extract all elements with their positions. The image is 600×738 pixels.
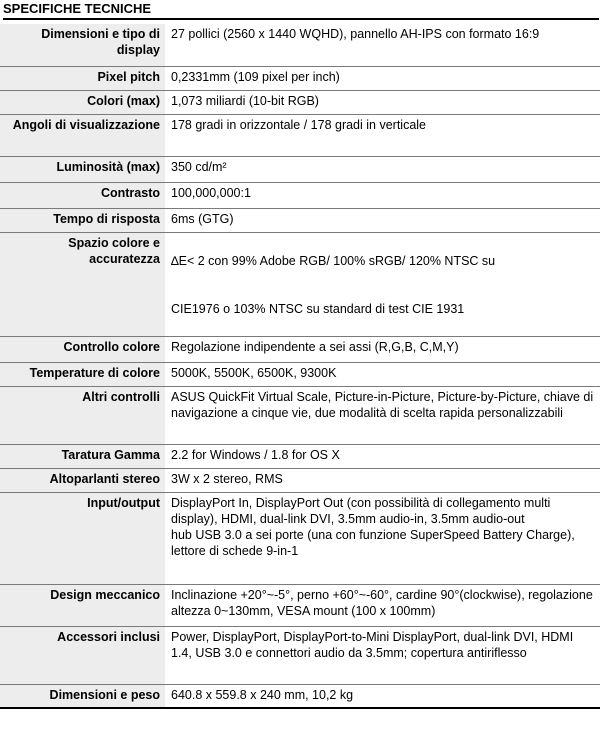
table-row [0,468,600,492]
row-label: Altri controlli [0,386,165,444]
table-row [0,66,600,90]
page-title: SPECIFICHE TECNICHE [3,0,599,20]
row-value: 5000K, 5500K, 6500K, 9300K [165,362,600,386]
row-value: Regolazione indipendente a sei assi (R,G,B, C,M,Y) [165,336,600,362]
io-line-2: hub USB 3.0 a sei porte (una con funzione SuperSpeed Battery Charge), lettore di schede 9-in-1 [171,527,575,558]
row-label: Temperature di colore [0,362,165,386]
row-value: 2.2 for Windows / 1.8 for OS X [165,444,600,468]
row-label: Angoli di visualizzazione [0,114,165,156]
table-row [0,182,600,208]
row-label: Spazio colore e accuratezza [0,232,165,336]
row-value: 3W x 2 stereo, RMS [165,468,600,492]
row-value: 6ms (GTG) [165,208,600,232]
table-row [0,684,600,708]
color-accuracy-line-1: ∆E< 2 con 99% Adobe RGB/ 100% sRGB/ 120% NTSC su [171,253,496,268]
table-row [0,626,600,684]
table-row [0,114,600,156]
row-value: 27 pollici (2560 x 1440 WQHD), pannello AH-IPS con formato 16:9 [165,24,600,66]
row-label: Accessori inclusi [0,626,165,684]
row-value: 178 gradi in orizzontale / 178 gradi in verticale [165,114,600,156]
table-row [0,90,600,114]
row-label: Dimensioni e peso [0,684,165,708]
io-line-1: DisplayPort In, DisplayPort Out (con possibilità di collegamento multi display), HDMI, dual-link DVI, 3.5mm audio-in, 3.5mm audio-out [171,495,551,526]
table-row [0,584,600,626]
row-label: Dimensioni e tipo di display [0,24,165,66]
row-label: Altoparlanti stereo [0,468,165,492]
table-row [0,24,600,66]
table-row [0,336,600,362]
row-label: Taratura Gamma [0,444,165,468]
row-label: Tempo di risposta [0,208,165,232]
row-value: 0,2331mm (109 pixel per inch) [165,66,600,90]
table-row [0,386,600,444]
table-row [0,156,600,182]
row-value: 640.8 x 559.8 x 240 mm, 10,2 kg [165,684,600,708]
row-label: Colori (max) [0,90,165,114]
row-label: Luminosità (max) [0,156,165,182]
row-value: Inclinazione +20°~-5°, perno +60°~-60°, cardine 90°(clockwise), regolazione altezza 0~130mm, VESA mount (100 x 100mm) [165,584,600,626]
row-label: Input/output [0,492,165,584]
table-row [0,444,600,468]
row-label: Contrasto [0,182,165,208]
row-value: Power, DisplayPort, DisplayPort-to-Mini DisplayPort, dual-link DVI, HDMI 1.4, USB 3.0 e connettori audio da 3.5mm; copertura antiriflesso [165,626,600,684]
table-row [0,208,600,232]
row-label: Controllo colore [0,336,165,362]
row-label: Pixel pitch [0,66,165,90]
specs-table [0,24,600,709]
row-label: Design meccanico [0,584,165,626]
row-value: 1,073 miliardi (10-bit RGB) [165,90,600,114]
table-row [0,232,600,336]
row-value: ASUS QuickFit Virtual Scale, Picture-in-Picture, Picture-by-Picture, chiave di navigazione a cinque vie, due modalità di scelta rapida personalizzabili [165,386,600,444]
row-value: 350 cd/m² [165,156,600,182]
table-row [0,362,600,386]
row-value: 100,000,000:1 [165,182,600,208]
color-accuracy-line-2: CIE1976 o 103% NTSC su standard di test CIE 1931 [171,301,465,316]
row-value [165,232,600,336]
table-row [0,492,600,584]
row-value [165,492,600,584]
